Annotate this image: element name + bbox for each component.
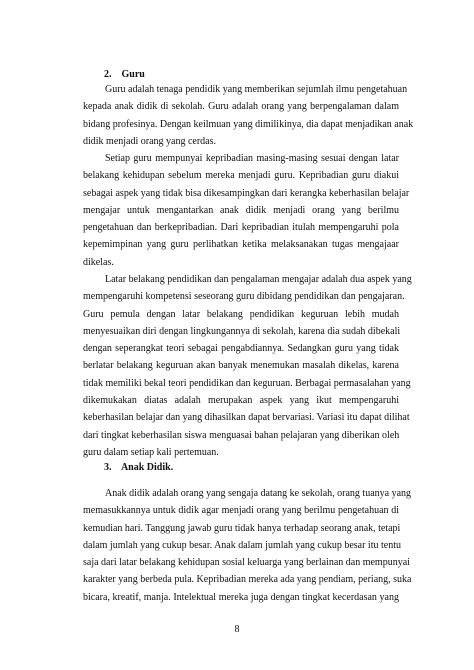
text-line: tidak memiliki bekal teori pendidikan dan keguruan. Berbagai permasalahan yang	[83, 377, 411, 389]
text-line: keberhasilan belajar dan yang dihasilkan dapat bervariasi. Variasi itu dapat dilihat	[83, 412, 410, 424]
text-line: bidang profesinya. Dengan keilmuan yang dimilikinya, dia dapat menjadikan anak	[83, 118, 414, 130]
text-line: dikelas.	[83, 256, 114, 268]
text-line: memasukkannya untuk didik agar menjadi orang yang berilmu pengetahuan di	[83, 505, 399, 517]
text-line: Latar belakang pendidikan dan pengalaman mengajar adalah dua aspek yang	[105, 274, 412, 285]
text-line: mengajar untuk mengantarkan anak didik menjadi orang yang berilmu	[83, 204, 399, 216]
section-title: Guru	[121, 69, 145, 80]
text-line: kepemimpinan yang guru perlihatkan ketika melaksanakan tugas mengajaar	[83, 239, 399, 251]
text-line: dari tingkat keberhasilan siswa menguasai bahan pelajaran yang diberikan oleh	[83, 429, 400, 441]
text-line: berlatar belakang keguruan akan banyak menemukan masalah dikelas, karena	[83, 360, 399, 372]
section-number: 2.	[104, 69, 112, 80]
text-line: sebagai aspek yang tidak bisa dikesampingkan dari kerangka keberhasilan belajar	[83, 187, 410, 199]
text-line: dengan seperangkat teori sebagai pengabdiannya. Sedangkan guru yang tidak	[83, 343, 399, 355]
text-line: pengetahuan dan berkepribadian. Dari kepribadian itulah mempengaruhi pola	[83, 222, 399, 234]
paragraph-guru-definition	[83, 81, 414, 150]
section-title: Anak Didik.	[120, 462, 174, 473]
text-line: Guru pemula dengan latar belakang pendidikan keguruan lebih mudah	[83, 308, 399, 320]
paragraph-guru-kepribadian	[83, 150, 410, 271]
section-number: 3.	[104, 462, 112, 473]
text-line: Guru adalah tenaga pendidik yang memberikan sejumlah ilmu pengetahuan	[105, 84, 408, 95]
text-line: menyesuaikan diri dengan lingkungannya di sekolah, karena dia sudah dibekali	[83, 325, 401, 337]
text-line: kepada anak didik di sekolah. Guru adalah orang yang berpengalaman dalam	[83, 101, 399, 113]
text-line: didik menjadi orang yang cerdas.	[83, 135, 217, 147]
text-line: mempengaruhi kompetensi seseorang guru dibidang pendidikan dan pengajaran.	[83, 291, 405, 303]
page-number: 8	[234, 624, 240, 635]
text-line: karakter yang berbeda pula. Kepribadian mereka ada yang pendiam, periang, suka	[83, 574, 412, 586]
text-line: Anak didik adalah orang yang sengaja datang ke sekolah, orang tuanya yang	[105, 488, 412, 499]
text-line: belakang kehidupan sebelum mereka menjadi guru. Kepribadian guru diakui	[83, 170, 399, 182]
text-line: dalam jumlah yang cukup besar. Anak dalam jumlah yang cukup besar itu tentu	[83, 539, 401, 551]
text-line: bicara, kreatif, manja. Intelektual mereka juga dengan tingkat kecerdasan yang	[83, 591, 399, 603]
text-line: dikemukakan diatas adalah merupakan aspek yang ikut mempengaruhi	[83, 395, 399, 407]
text-line: kemudian hari. Tanggung jawab guru tidak hanya terhadap seorang anak, tetapi	[83, 522, 401, 534]
text-line: saja dari latar belakang kehidupan sosial keluarga yang berlainan dan mempunyai	[83, 557, 410, 569]
text-line: guru dalam setiap kali pertemuan.	[83, 446, 219, 458]
section-heading-guru	[104, 68, 145, 81]
text-line: Setiap guru mempunyai kepribadian masing-masing sesuai dengan latar	[105, 153, 399, 164]
paragraph-guru-latar-belakang	[83, 271, 412, 461]
section-heading-anak-didik	[104, 461, 173, 474]
paragraph-anak-didik	[83, 485, 412, 606]
